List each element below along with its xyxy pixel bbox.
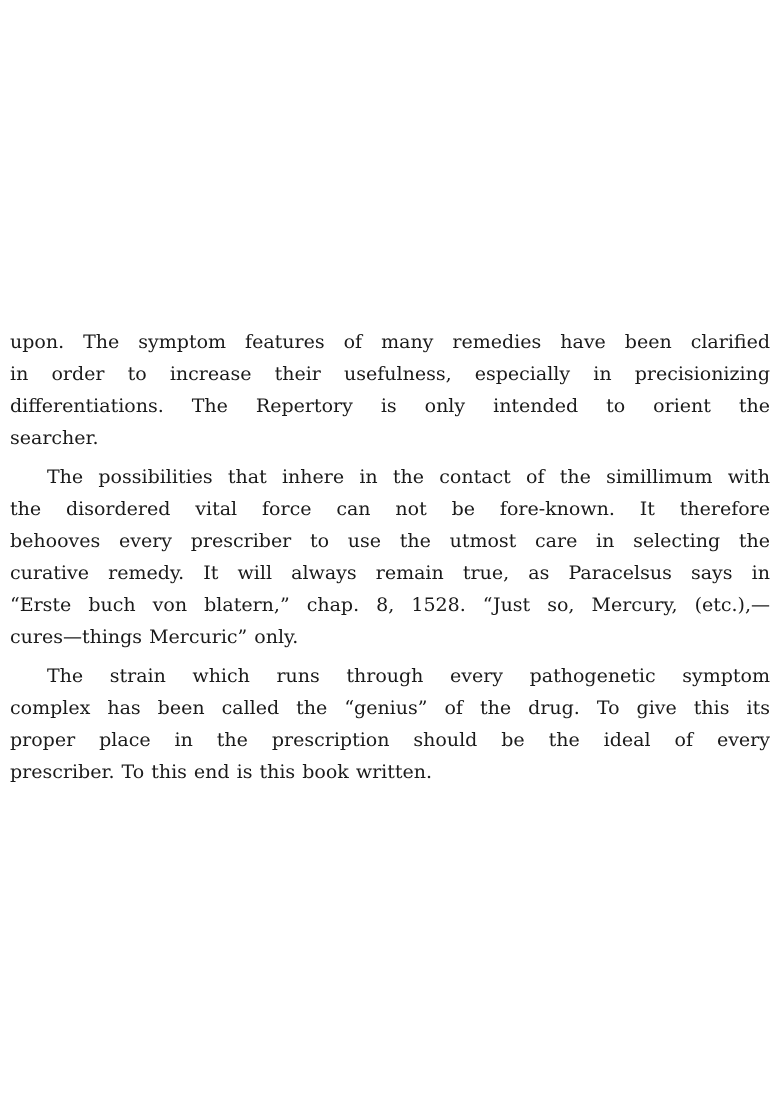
text-line: curative remedy. It will always remain true, as Paracelsus says in xyxy=(10,562,770,584)
text-line: the disordered vital force can not be fore-known. It therefore xyxy=(10,498,770,520)
paragraph-2 xyxy=(10,461,770,653)
text-line: behooves every prescriber to use the utmost care in selecting the xyxy=(10,530,770,552)
paragraph-3 xyxy=(10,660,770,788)
text-line: complex has been called the “genius” of the drug. To give this its xyxy=(10,697,770,719)
document-page xyxy=(10,326,770,795)
text-line: differentiations. The Repertory is only intended to orient the xyxy=(10,395,770,417)
text-line: proper place in the prescription should be the ideal of every xyxy=(10,729,770,751)
text-line: The possibilities that inhere in the contact of the simillimum with xyxy=(47,466,770,488)
text-line: searcher. xyxy=(10,427,99,449)
text-line: cures—things Mercuric” only. xyxy=(10,626,299,648)
text-line: in order to increase their usefulness, especially in precisionizing xyxy=(10,363,770,385)
text-line: upon. The symptom features of many remedies have been clarified xyxy=(10,331,770,353)
text-line: “Erste buch von blatern,” chap. 8, 1528. “Just so, Mercury, (etc.),— xyxy=(10,594,770,616)
paragraph-1 xyxy=(10,326,770,454)
text-line: prescriber. To this end is this book written. xyxy=(10,761,433,783)
text-line: The strain which runs through every pathogenetic symptom xyxy=(47,665,770,687)
